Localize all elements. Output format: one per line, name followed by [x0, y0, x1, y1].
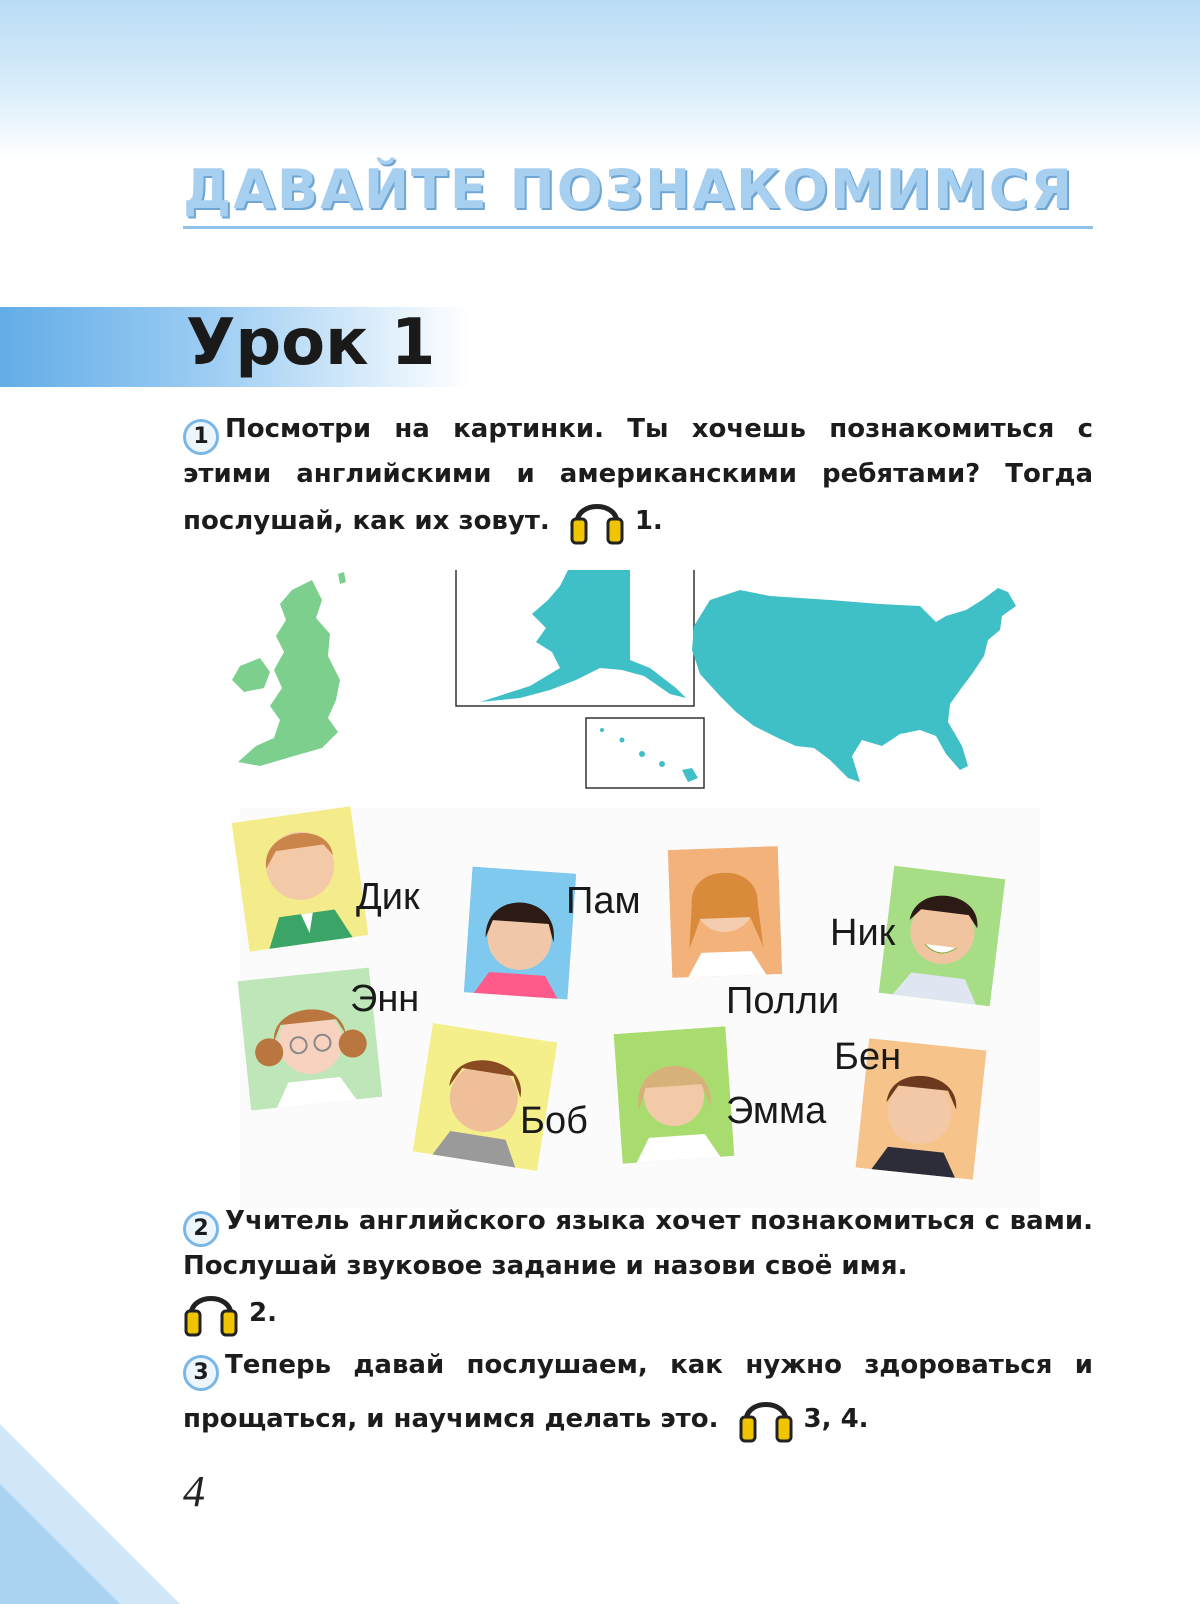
usa-map	[692, 588, 1016, 782]
child-name: Бен	[834, 1036, 902, 1078]
child-name: Боб	[520, 1100, 588, 1142]
photo-polly	[668, 846, 782, 978]
unit-title: ДАВАЙТЕ ПОЗНАКОМИМСЯ	[183, 158, 1074, 221]
photo-dick	[232, 806, 369, 951]
task-2	[183, 1202, 1093, 1348]
photo-bob	[413, 1023, 558, 1171]
task-text: Теперь давай послушаем, как нужно здороваться и прощаться, и научимся делать это.	[183, 1350, 1093, 1434]
audio-reference: 3, 4.	[803, 1404, 869, 1434]
photo-pam	[464, 867, 577, 1000]
child-name: Эмма	[726, 1090, 827, 1132]
task-text: Учитель английского языка хочет познакомиться с вами. Послушай звуковое задание и назови своё имя.	[183, 1206, 1093, 1281]
task-text: Посмотри на картинки. Ты хочешь познакомиться с этими английскими и американскими ребятами? Тогда послушай, как их зовут.	[183, 414, 1093, 536]
children-photos	[240, 808, 1040, 1208]
headphones-icon[interactable]	[569, 493, 625, 556]
alaska-map	[480, 570, 686, 702]
task-number-badge: 2	[183, 1211, 219, 1247]
headphones-icon[interactable]	[183, 1285, 239, 1348]
photo-emma	[614, 1026, 735, 1163]
child-name: Пам	[566, 880, 641, 922]
task-1	[183, 410, 1093, 556]
maps-svg	[230, 570, 1040, 810]
task-number-badge: 3	[183, 1355, 219, 1391]
audio-reference: 2.	[249, 1298, 277, 1328]
task-3	[183, 1346, 1093, 1454]
unit-title-underline	[183, 226, 1093, 229]
hawaii-map	[600, 728, 698, 782]
audio-reference: 1.	[634, 506, 663, 536]
child-name: Полли	[726, 980, 840, 1022]
maps-figure	[230, 570, 1040, 810]
task-number-badge: 1	[183, 419, 219, 455]
lesson-title: Урок 1	[186, 306, 436, 380]
child-name: Ник	[830, 912, 896, 954]
header-gradient-band	[0, 0, 1200, 160]
uk-map	[232, 572, 346, 766]
photo-nick	[879, 866, 1006, 1007]
page-number: 4	[183, 1467, 205, 1516]
child-name: Дик	[356, 876, 420, 918]
child-name: Энн	[350, 978, 420, 1020]
corner-decoration-inner	[0, 1484, 120, 1604]
headphones-icon[interactable]	[738, 1391, 794, 1454]
